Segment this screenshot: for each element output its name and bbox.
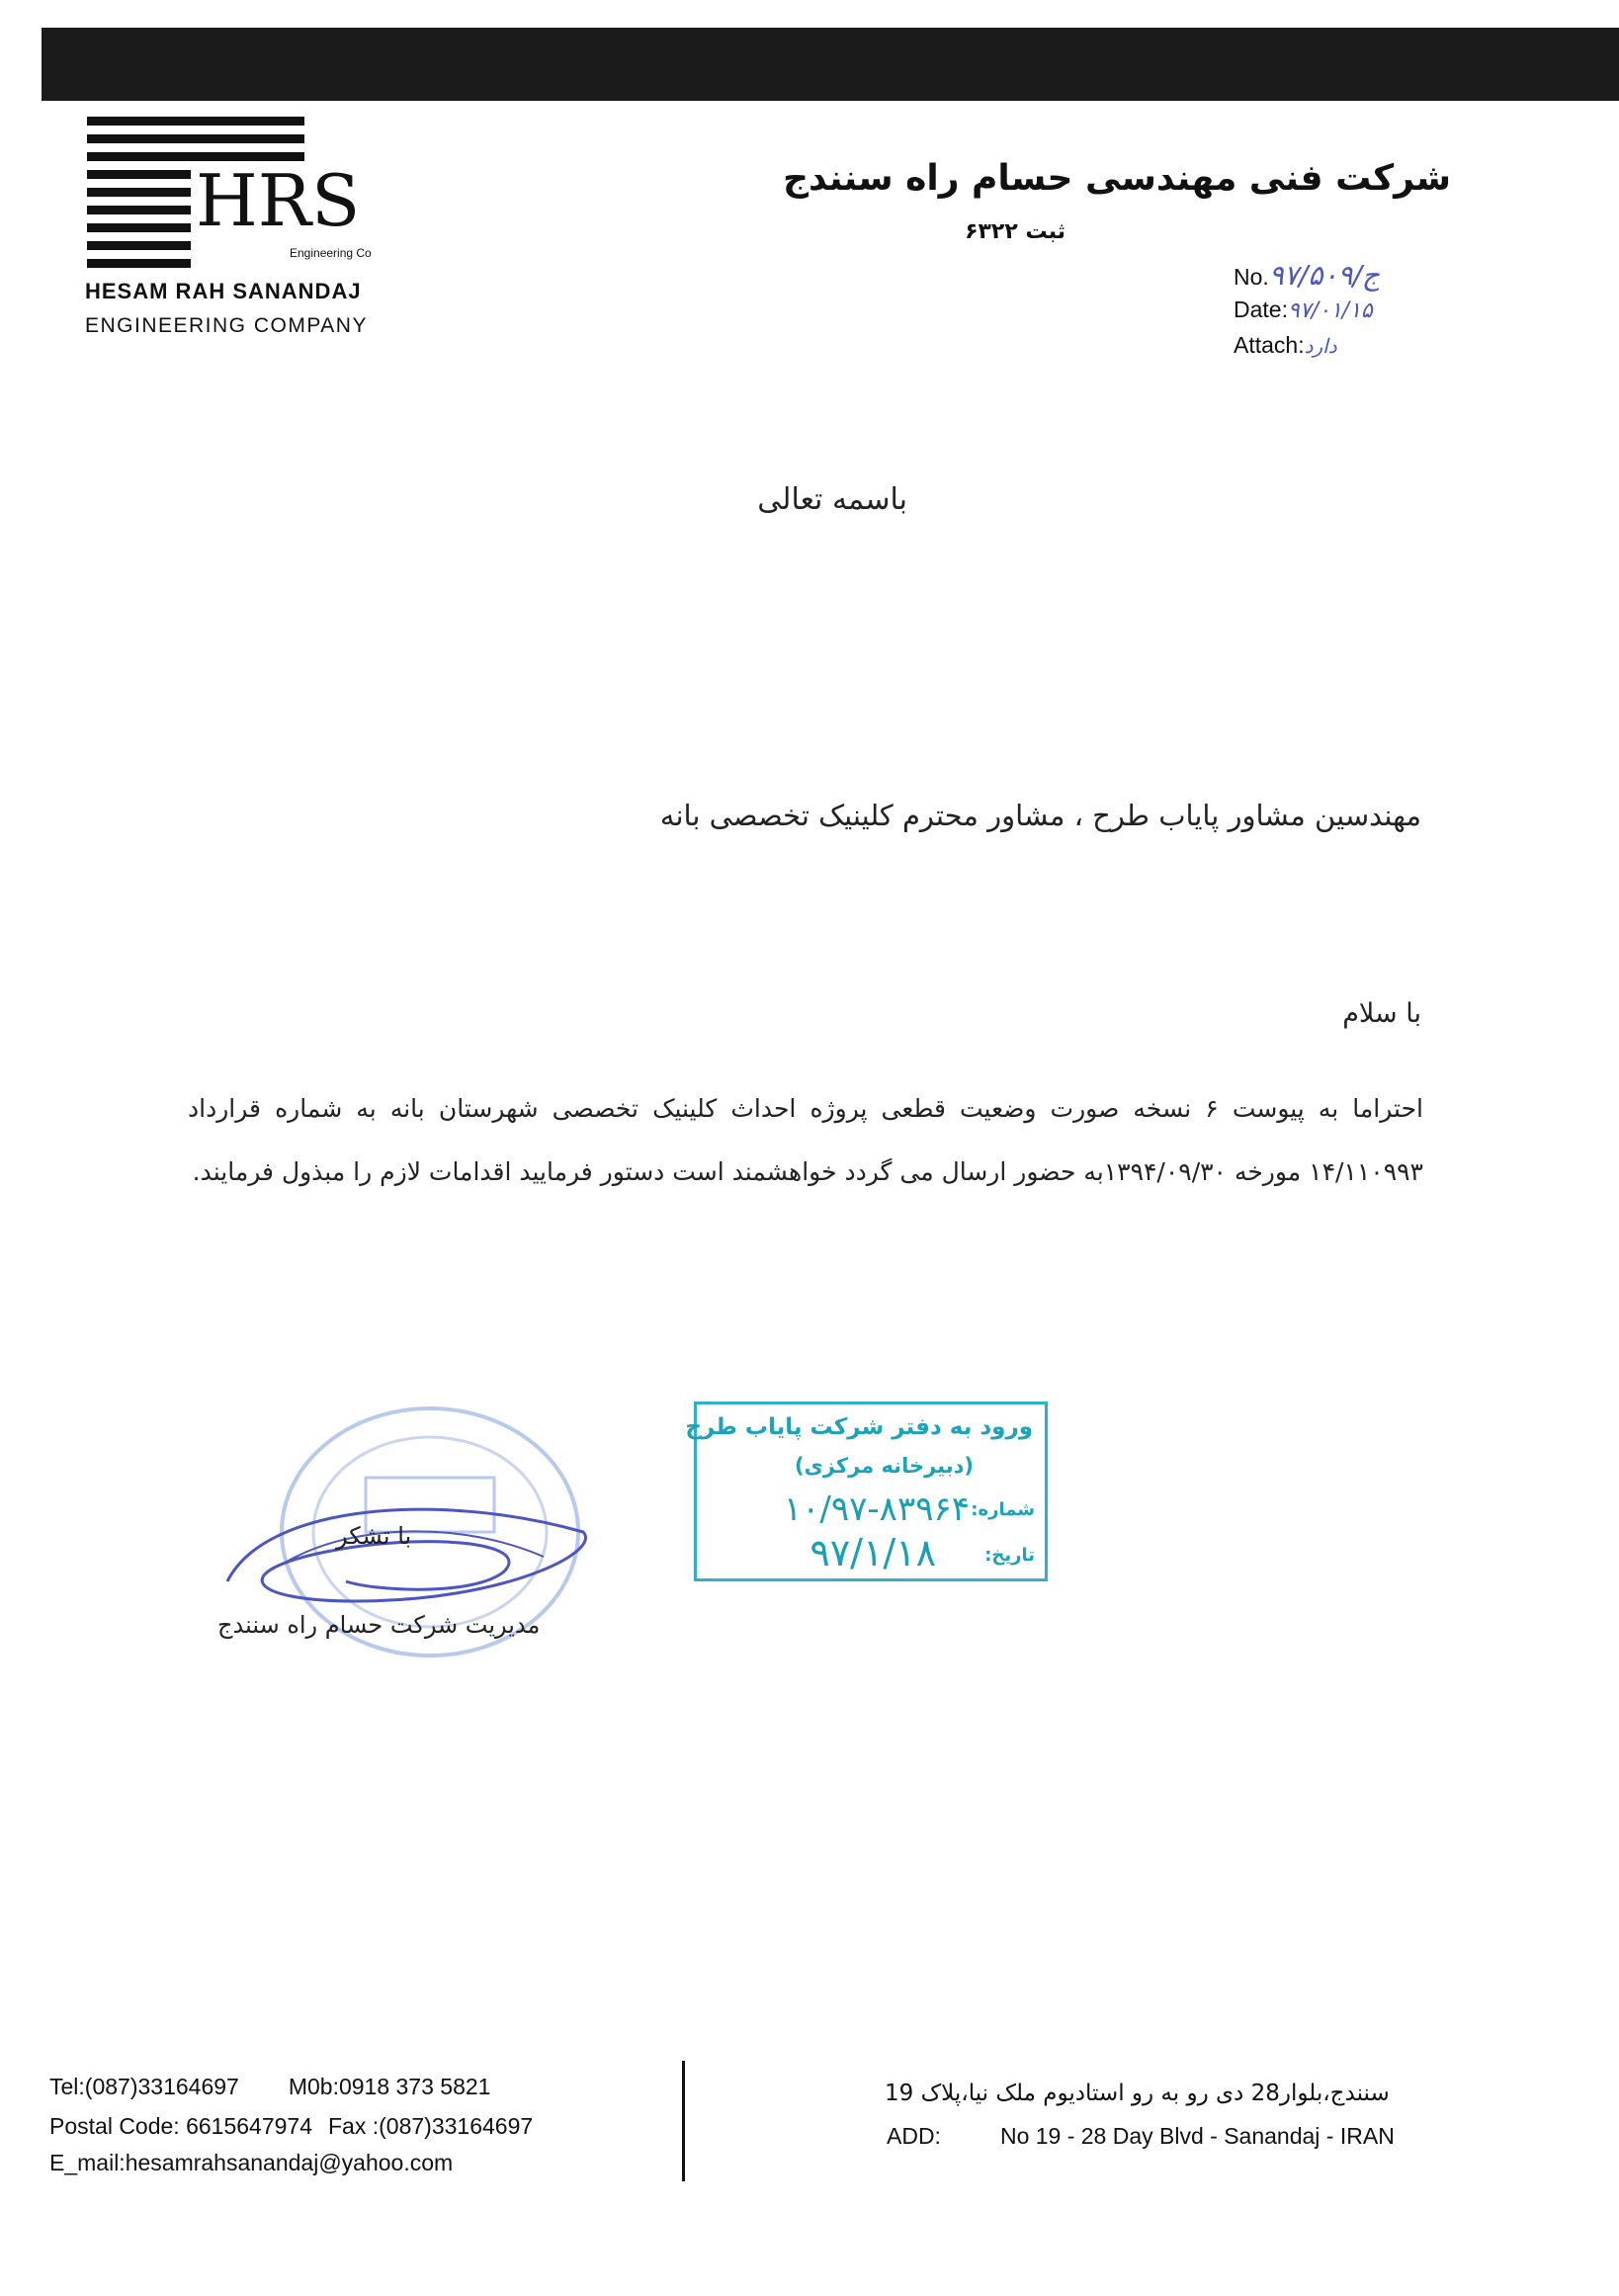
ref-number-value: ۹۷/ج/۵۰۹ xyxy=(1268,259,1380,292)
company-logo xyxy=(87,117,403,283)
ref-number-label: No. xyxy=(1234,264,1269,290)
logo-tag: Engineering Co xyxy=(290,246,372,260)
footer-divider xyxy=(682,2061,685,2181)
company-name-fa: شرکت فنی مهندسی حسام راه سنندج xyxy=(783,158,1451,199)
footer-postal-fax xyxy=(49,2113,533,2140)
footer-email: E_mail:hesamrahsanandaj@yahoo.com xyxy=(49,2150,454,2175)
salutation-top: باسمه تعالی xyxy=(757,482,907,517)
stamp-date-value: ۹۷/۱/۱۸ xyxy=(810,1531,936,1574)
receipt-stamp xyxy=(685,1402,1048,1581)
footer-address-label: ADD: xyxy=(887,2123,941,2149)
ref-date-value: ۹۷/۰۱/۱۵ xyxy=(1287,298,1373,323)
footer-address-value: No 19 - 28 Day Blvd - Sanandaj - IRAN xyxy=(999,2123,1395,2149)
footer-fax: Fax :(087)33164697 xyxy=(328,2113,534,2139)
stamp-number-label: شماره: xyxy=(971,1499,1035,1520)
closing-thanks: با تشکر xyxy=(336,1522,412,1550)
top-bar xyxy=(42,28,1619,101)
stamp-number-value: ۱۰/۹۷-۸۳۹۶۴ xyxy=(783,1489,970,1529)
registration-number: ثبت ۶۳۲۲ xyxy=(965,219,1065,244)
stamp-subtitle: (دبیرخانه مرکزی) xyxy=(794,1454,974,1478)
ref-attach-value: دارد xyxy=(1304,334,1337,358)
ref-attach xyxy=(1234,332,1337,359)
stamp-title: ورود به دفتر شرکت پایاب طرح xyxy=(685,1414,1033,1440)
signatory: مدیریت شرکت حسام راه سنندج xyxy=(217,1611,541,1639)
letter-body: احتراما به پیوست ۶ نسخه صورت وضعیت قطعی پروژه احداث کلینیک تخصصی شهرستان بانه به شماره قرارداد ۱۴/۱۱۰۹۹۳ مورخه ۱۳۹۴/۰۹/۳۰به حضور ارسال می گردد خواهشمند است دستور فرمایید اقدامات لازم را مبذول فرمایند. xyxy=(188,1094,1423,1186)
logo-mark-text: HRS xyxy=(196,159,361,242)
ref-number xyxy=(1234,259,1380,292)
stamp-date-label: تاریخ: xyxy=(984,1545,1035,1566)
greeting: با سلام xyxy=(1342,998,1421,1029)
logo-name-line1: HESAM RAH SANANDAJ xyxy=(85,279,362,303)
footer-postal: Postal Code: 6615647974 xyxy=(49,2113,312,2139)
footer-phones xyxy=(49,2074,490,2100)
footer-address-fa: سنندج،بلوار28 دی رو به رو استادیوم ملک نیا،پلاک 19 xyxy=(885,2081,1390,2106)
footer-tel: Tel:(087)33164697 xyxy=(49,2074,239,2099)
ref-date xyxy=(1234,297,1373,323)
ref-attach-label: Attach: xyxy=(1234,332,1305,358)
ref-date-label: Date: xyxy=(1234,297,1288,322)
footer-address-en xyxy=(887,2123,1395,2150)
logo-name-line2: ENGINEERING COMPANY xyxy=(85,314,368,337)
footer-mobile: M0b:0918 373 5821 xyxy=(288,2074,491,2099)
recipient-line: مهندسین مشاور پایاب طرح ، مشاور محترم کلینیک تخصصی بانه xyxy=(659,799,1421,832)
